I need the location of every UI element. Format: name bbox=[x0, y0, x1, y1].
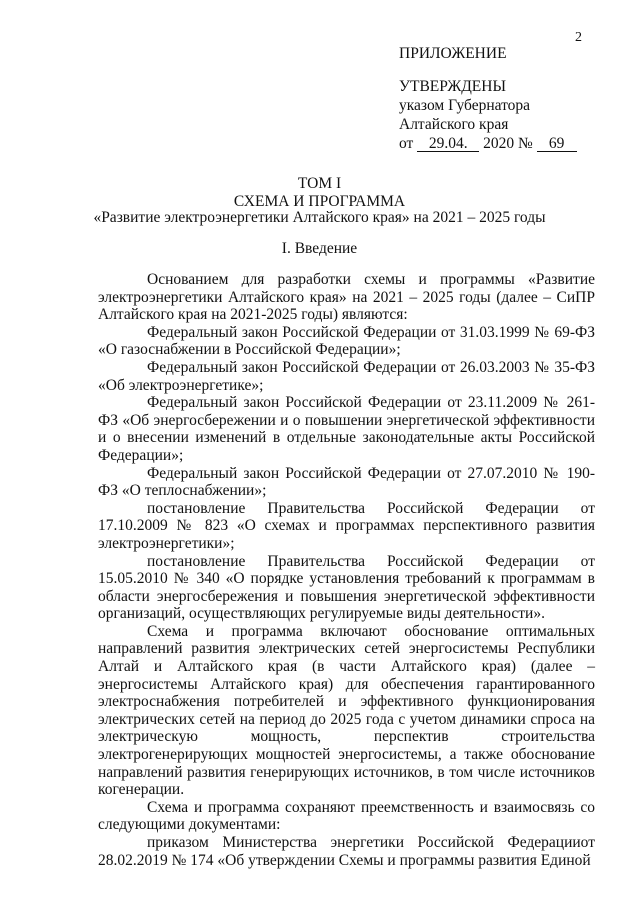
paragraph: Федеральный закон Российской Федерации от 26.03.2003 № 35-ФЗ «Об электроэнергетике»; bbox=[98, 358, 595, 394]
document-subtitle: «Развитие электроэнергетики Алтайского края» на 2021 – 2025 годы bbox=[93, 209, 546, 226]
paragraph: Схема и программа сохраняют преемственность и взаимосвязь со следующими документами: bbox=[98, 798, 595, 834]
appendix-block bbox=[399, 44, 577, 153]
document-body bbox=[98, 271, 595, 869]
volume-heading: ТОМ I bbox=[297, 175, 342, 192]
paragraph: приказом Министерства энергетики Российской Федерацииот 28.02.2019 № 174 «Об утверждении Схемы и программы развития Единой bbox=[98, 834, 595, 869]
paragraph: Федеральный закон Российской Федерации от 27.07.2010 № 190-ФЗ «О теплоснабжении»; bbox=[98, 464, 595, 500]
paragraph: постановление Правительства Российской Федерации от 17.10.2009 № 823 «О схемах и программах перспективного развития электроэнергетики»; bbox=[98, 499, 595, 552]
approved-line-2: Алтайского края bbox=[399, 116, 509, 133]
decree-year: 2020 № bbox=[483, 135, 533, 152]
document-title: СХЕМА И ПРОГРАММА bbox=[233, 193, 406, 210]
decree-line bbox=[399, 134, 577, 153]
paragraph: Федеральный закон Российской Федерации от 31.03.1999 № 69-ФЗ «О газоснабжении в Российской Федерации»; bbox=[98, 323, 595, 359]
approved-label: УТВЕРЖДЕНЫ bbox=[399, 78, 506, 95]
section-heading: I. Введение bbox=[281, 240, 358, 257]
paragraph: Основанием для разработки схемы и программы «Развитие электроэнергетики Алтайского края» на 2021 – 2025 годы (далее – СиПР Алтайского края на 2021-2025 годы) являются: bbox=[98, 271, 595, 324]
paragraph: Федеральный закон Российской Федерации от 23.11.2009 № 261-ФЗ «Об энергосбережении и о повышении энергетической эффективности и о внесении изменений в отдельные законодательные акты Российской Федерации»; bbox=[98, 394, 595, 464]
appendix-title: ПРИЛОЖЕНИЕ bbox=[399, 45, 507, 62]
page-number: 2 bbox=[575, 30, 582, 45]
decree-from: от bbox=[399, 135, 414, 152]
paragraph: Схема и программа включают обоснование оптимальных направлений развития электрических сетей энергосистемы Республики Алтай и Алтайского края (в части Алтайского края) (далее – энергосистемы Алтайского края) для обеспечения гарантированного электроснабжения потребителей и эффективного функционирования электрических сетей на период до 2025 года с учетом динамики спроса на электрическую мощность, перспектив строительства электрогенерирующих мощностей энергосистемы, а также обоснование направлений развития генерирующих источников, в том числе источников когенерации. bbox=[98, 622, 595, 799]
decree-number: 69 bbox=[537, 136, 577, 152]
decree-date: 29.04. bbox=[417, 136, 479, 152]
approved-line-1: указом Губернатора bbox=[399, 97, 531, 114]
paragraph: постановление Правительства Российской Федерации от 15.05.2010 № 340 «О порядке установления требований к программам в области энергосбережения и повышения энергетической эффективности организаций, осуществляющих регулируемые виды деятельности». bbox=[98, 552, 595, 623]
